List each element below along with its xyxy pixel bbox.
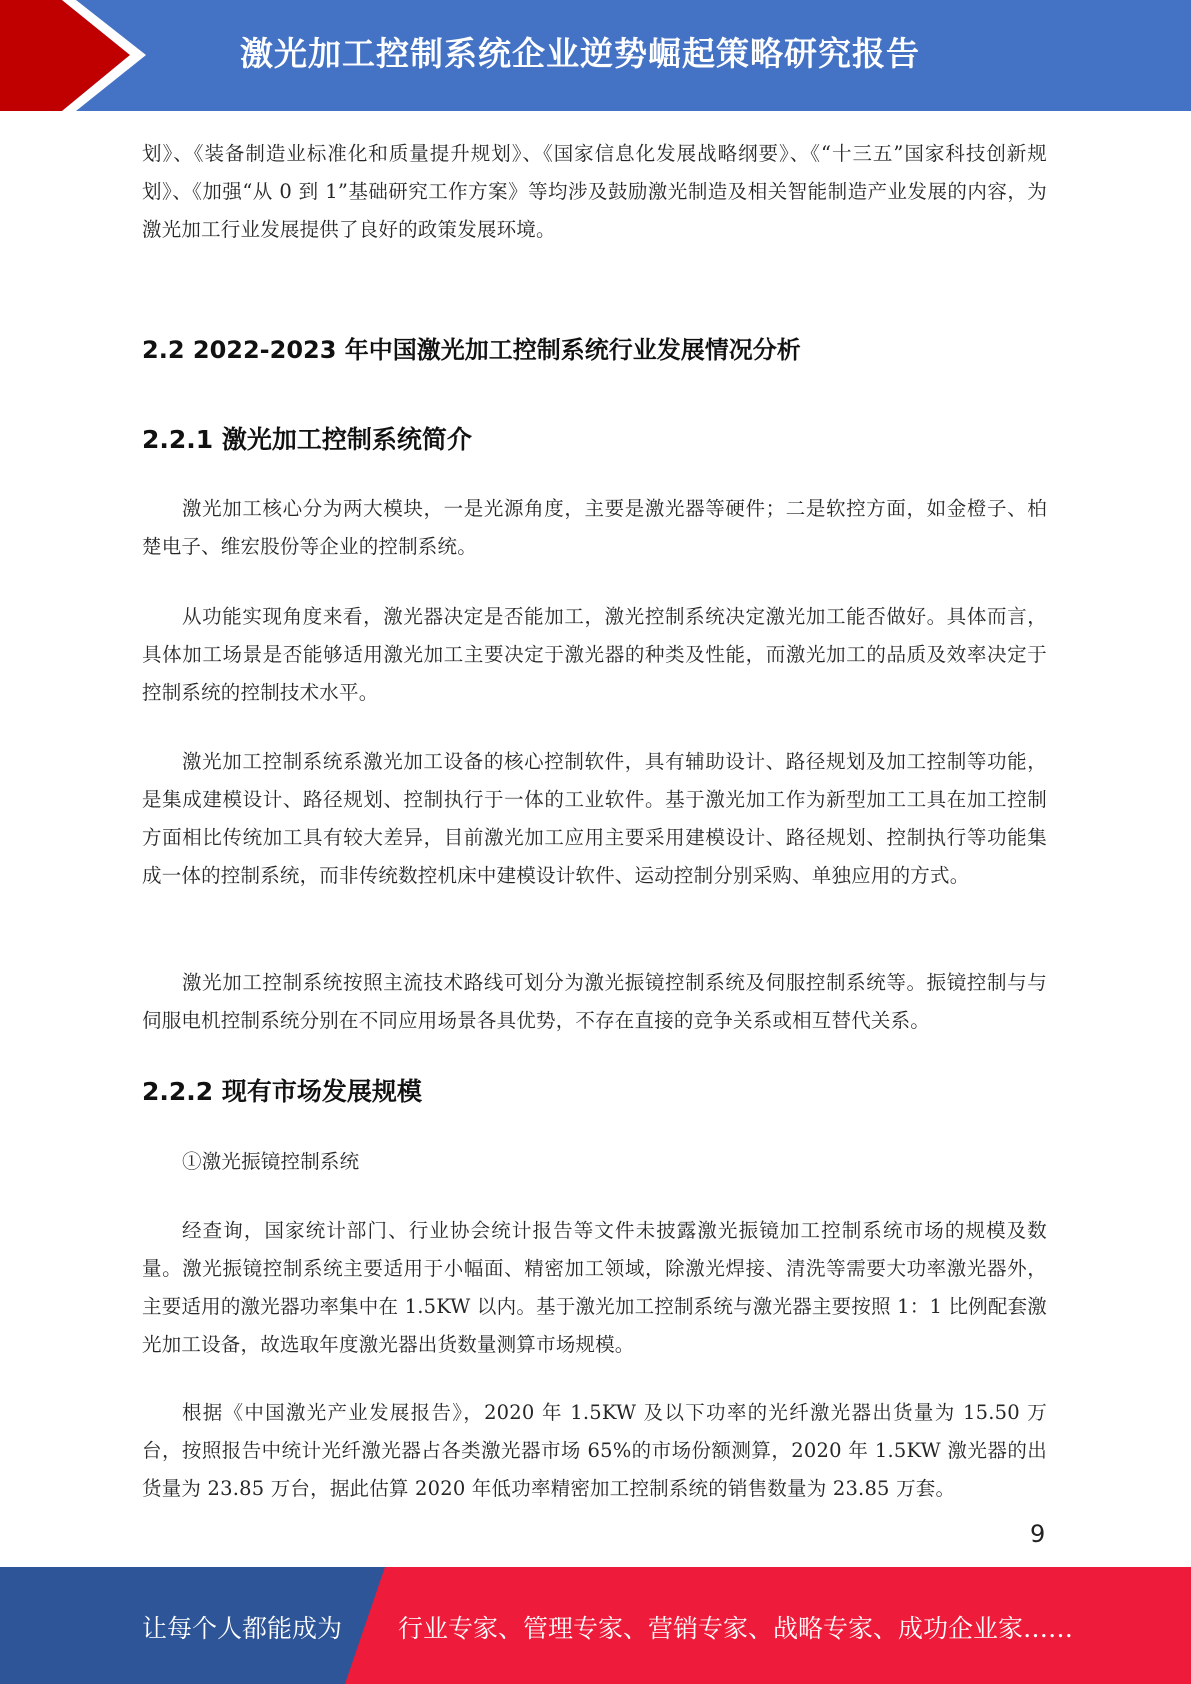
paragraph: 从功能实现角度来看，激光器决定是否能加工，激光控制系统决定激光加工能否做好。具体而言，具体加工场景是否能够适用激光加工主要决定于激光器的种类及性能，而激光加工的品质及效率决定于控制系统的控制技术水平。 [142,605,1047,704]
paragraph: 经查询，国家统计部门、行业协会统计报告等文件未披露激光振镜加工控制系统市场的规模及数量。激光振镜控制系统主要适用于小幅面、精密加工领域，除激光焊接、清洗等需要大功率激光器外，主要适用的激光器功率集中在 1.5KW 以内。基于激光加工控制系统与激光器主要按照 1：1 比例配套激光加工设备，故选取年度激光器出货数量测算市场规模。 [142,1219,1048,1356]
page-footer [0,1567,1191,1684]
paragraph: 激光加工核心分为两大模块，一是光源角度，主要是激光器等硬件；二是软控方面，如金橙子、柏楚电子、维宏股份等企业的控制系统。 [142,497,1047,558]
section-heading-2-2-1: 2.2.1 激光加工控制系统简介 [142,425,472,454]
report-title: 激光加工控制系统企业逆势崛起策略研究报告 [240,34,920,73]
header-chevron-decoration [0,0,150,111]
footer-slogan-left: 让每个人都能成为 [142,1614,343,1643]
section-heading-2-2-2: 2.2.2 现有市场发展规模 [142,1077,422,1106]
intro-paragraph: 划》、《装备制造业标准化和质量提升规划》、《国家信息化发展战略纲要》、《“十三五”国家科技创新规划》、《加强“从 0 到 1”基础研究工作方案》等均涉及鼓励激光制造及相关智能制造产业发展的内容，为激光加工行业发展提供了良好的政策发展环境。 [142,142,1047,241]
footer-slogan-right: 行业专家、管理专家、营销专家、战略专家、成功企业家…… [398,1614,1074,1643]
section-heading-2-2: 2.2 2022-2023 年中国激光加工控制系统行业发展情况分析 [142,336,801,364]
paragraph: 激光加工控制系统系激光加工设备的核心控制软件，具有辅助设计、路径规划及加工控制等功能，是集成建模设计、路径规划、控制执行于一体的工业软件。基于激光加工作为新型加工工具在加工控制方面相比传统加工具有较大差异，目前激光加工应用主要采用建模设计、路径规划、控制执行等功能集成一体的控制系统，而非传统数控机床中建模设计软件、运动控制分别采购、单独应用的方式。 [142,750,1047,887]
list-item: ①激光振镜控制系统 [182,1150,360,1173]
paragraph: 激光加工控制系统按照主流技术路线可划分为激光振镜控制系统及伺服控制系统等。振镜控制与与伺服电机控制系统分别在不同应用场景各具优势，不存在直接的竞争关系或相互替代关系。 [142,971,1047,1032]
page-number: 9 [1030,1520,1046,1548]
page-header [0,0,1191,111]
paragraph: 根据《中国激光产业发展报告》，2020 年 1.5KW 及以下功率的光纤激光器出货量为 15.50 万台，按照报告中统计光纤激光器占各类激光器市场 65%的市场份额测算，2020 年 1.5KW 激光器的出货量为 23.85 万台，据此估算 2020 年低功率精密加工控制系统的销售数量为 23.85 万套。 [142,1401,1047,1500]
